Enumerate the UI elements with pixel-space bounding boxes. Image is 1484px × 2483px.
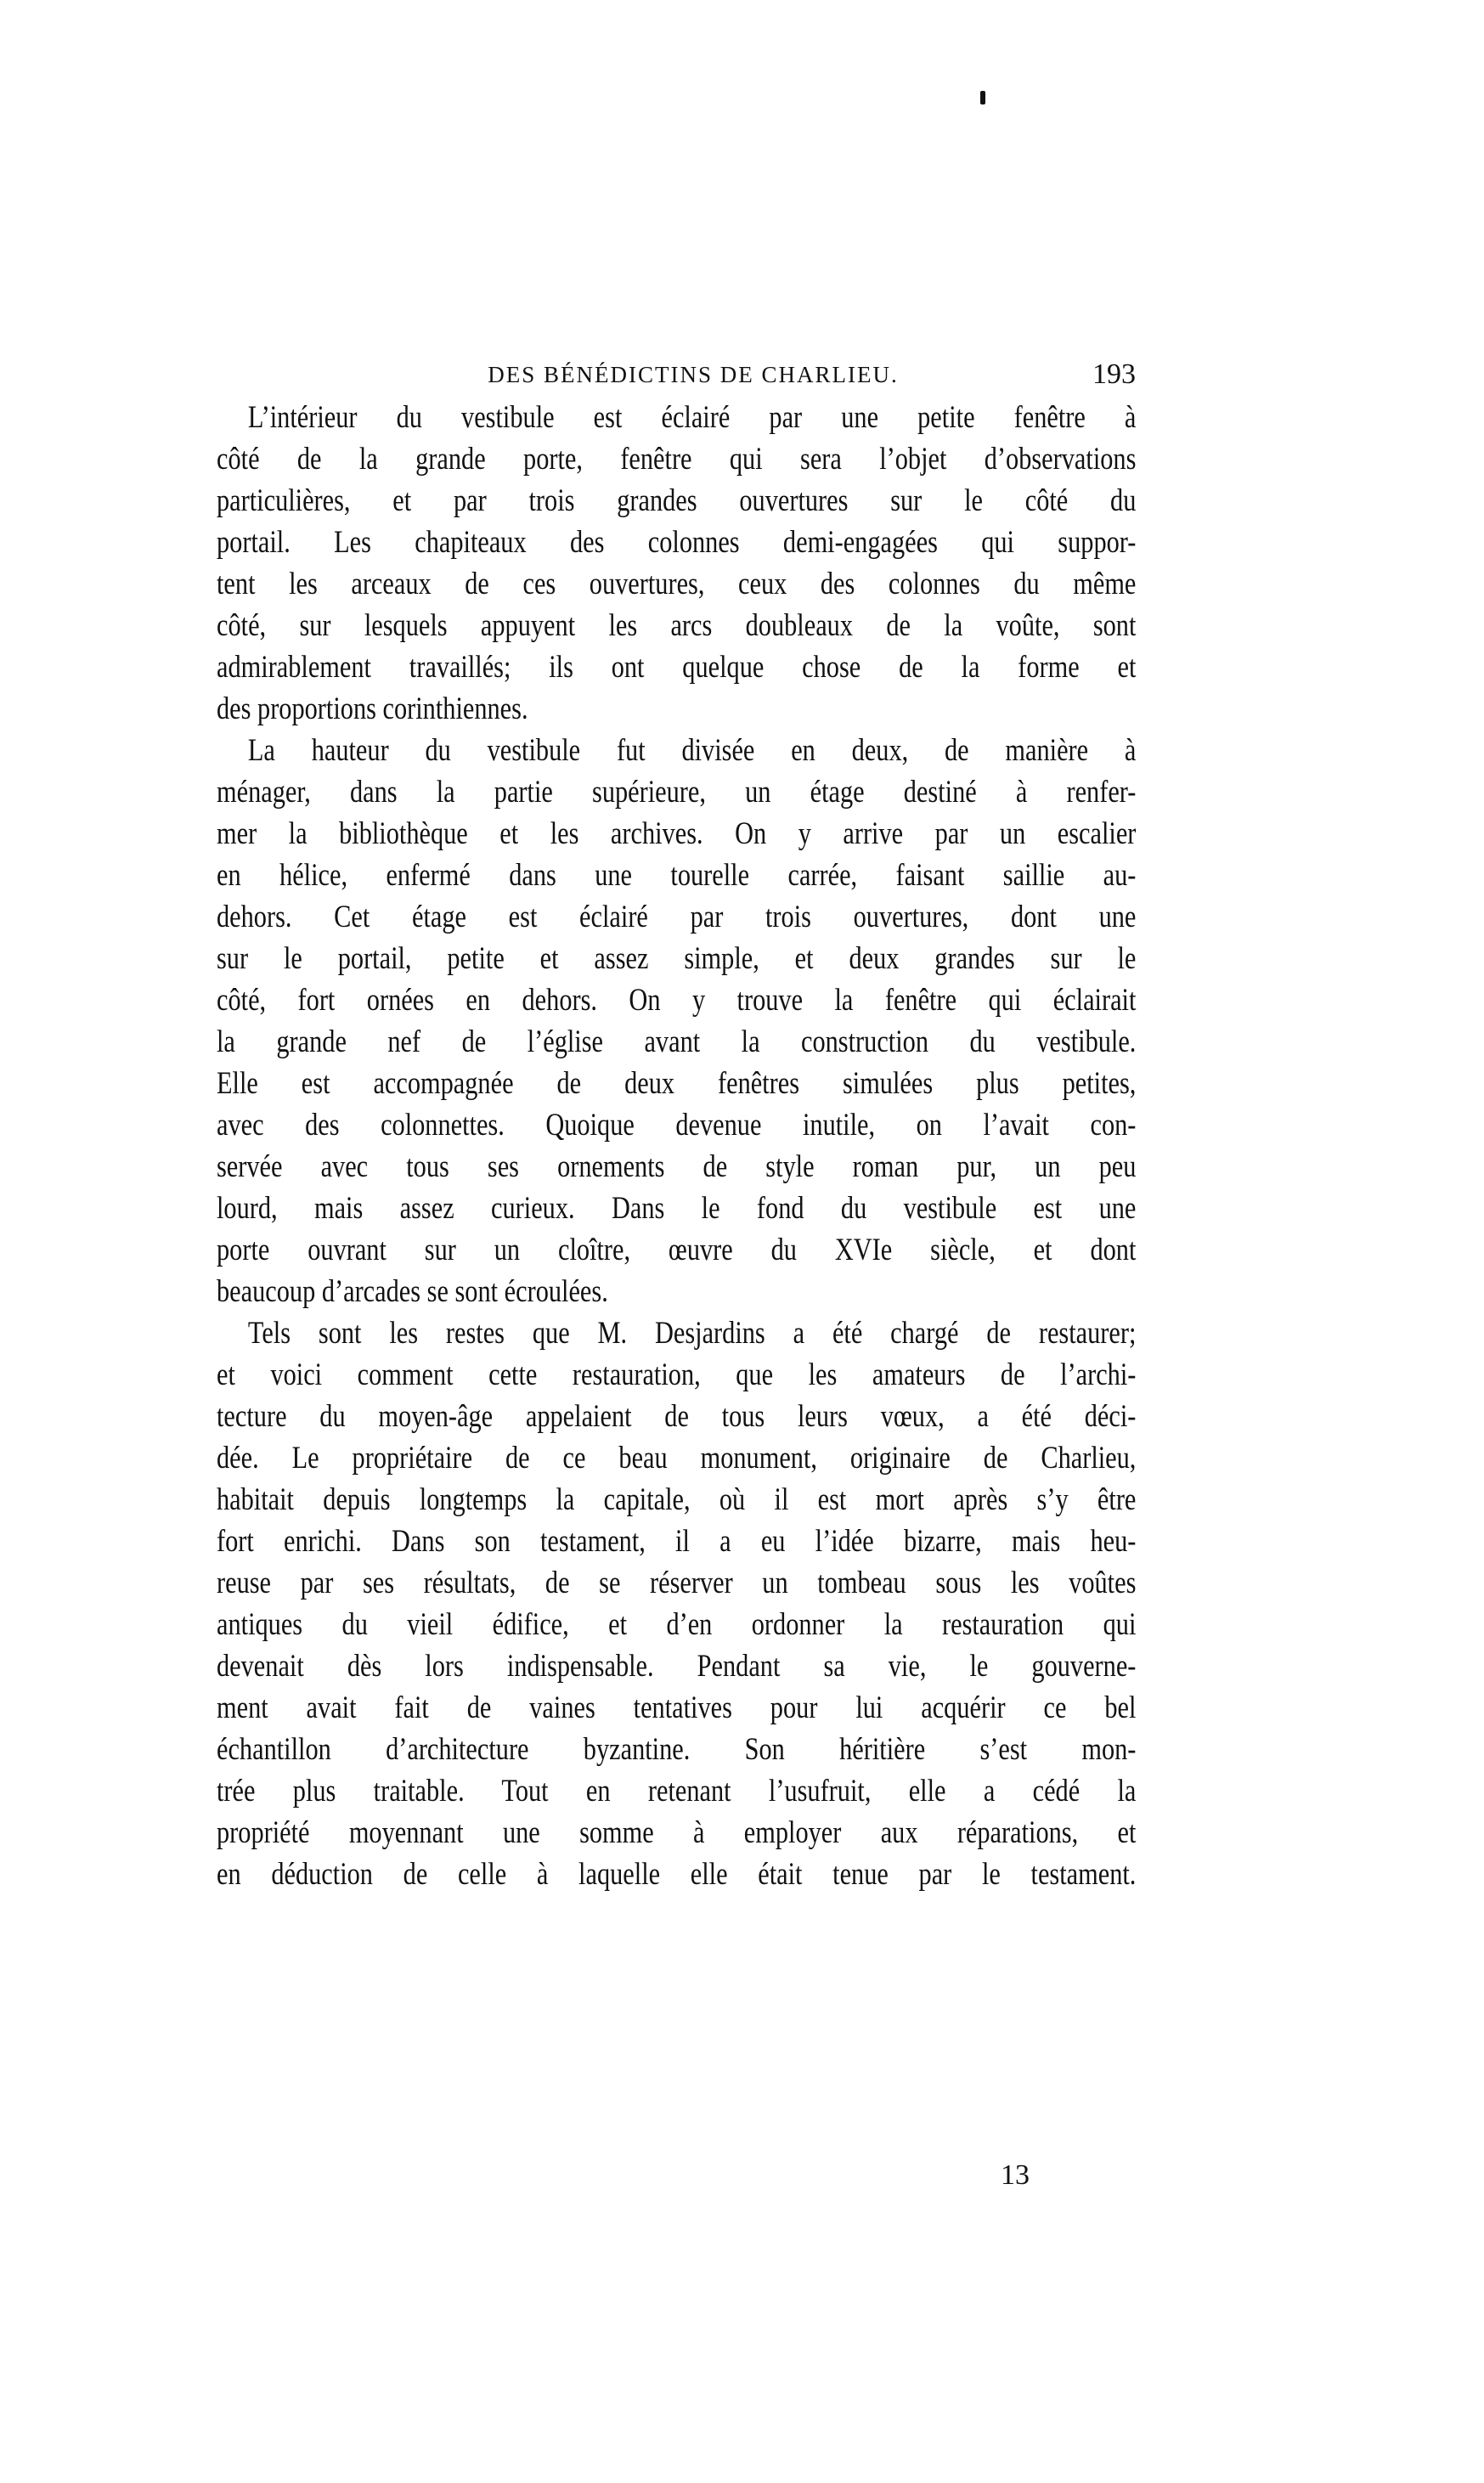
text-line: antiques du vieil édifice, et d’en ordonner la restauration qui <box>217 1607 1137 1642</box>
text-line: La hauteur du vestibule fut divisée en deux, de manière à <box>247 733 1137 768</box>
text-line: admirablement travaillés; ils ont quelque chose de la forme et <box>217 650 1137 685</box>
text-line: fort enrichi. Dans son testament, il a eu l’idée bizarre, mais heu- <box>217 1524 1137 1559</box>
text-line: devenait dès lors indispensable. Pendant sa vie, le gouverne- <box>217 1649 1137 1684</box>
text-line: côté, fort ornées en dehors. On y trouve la fenêtre qui éclairait <box>217 983 1137 1018</box>
text-line: habitait depuis longtemps la capitale, où il est mort après s’y être <box>217 1482 1137 1517</box>
text-line: en hélice, enfermé dans une tourelle carrée, faisant saillie au- <box>217 858 1137 893</box>
text-line: côté, sur lesquels appuyent les arcs doubleaux de la voûte, sont <box>217 608 1137 643</box>
text-line: reuse par ses résultats, de se réserver un tombeau sous les voûtes <box>217 1566 1137 1600</box>
text-line: sur le portail, petite et assez simple, et deux grandes sur le <box>217 941 1137 976</box>
text-line: L’intérieur du vestibule est éclairé par une petite fenêtre à <box>247 400 1137 435</box>
text-line: particulières, et par trois grandes ouvertures sur le côté du <box>217 483 1137 518</box>
text-line: porte ouvrant sur un cloître, œuvre du XVIe siècle, et dont <box>217 1233 1137 1267</box>
text-line: servée avec tous ses ornements de style roman pur, un peu <box>217 1149 1137 1184</box>
page-number: 193 <box>1092 358 1136 390</box>
text-line: ment avait fait de vaines tentatives pour lui acquérir ce bel <box>217 1690 1137 1725</box>
text-line: et voici comment cette restauration, que les amateurs de l’archi- <box>217 1357 1137 1392</box>
paragraph <box>217 1312 1136 1895</box>
text-line: échantillon d’architecture byzantine. Son héritière s’est mon- <box>217 1732 1137 1767</box>
text-line: mer la bibliothèque et les archives. On y arrive par un escalier <box>217 816 1137 851</box>
text-line: Elle est accompagnée de deux fenêtres simulées plus petites, <box>217 1066 1137 1101</box>
text-line: portail. Les chapiteaux des colonnes demi-engagées qui suppor- <box>217 525 1137 560</box>
paragraph <box>217 397 1136 730</box>
text-line: tecture du moyen-âge appelaient de tous leurs vœux, a été déci- <box>217 1399 1137 1434</box>
text-line: dée. Le propriétaire de ce beau monument, originaire de Charlieu, <box>217 1441 1137 1476</box>
running-title: DES BÉNÉDICTINS DE CHARLIEU. <box>488 362 899 387</box>
text-line: ménager, dans la partie supérieure, un étage destiné à renfer- <box>217 775 1137 810</box>
running-head <box>217 358 1136 396</box>
text-line: en déduction de celle à laquelle elle était tenue par le testament. <box>217 1857 1137 1892</box>
text-line: avec des colonnettes. Quoique devenue inutile, on l’avait con- <box>217 1108 1137 1143</box>
signature-mark: 13 <box>1001 2159 1030 2191</box>
paragraph <box>217 730 1136 1312</box>
body-text <box>217 397 1136 1895</box>
text-line: Tels sont les restes que M. Desjardins a été chargé de restaurer; <box>247 1316 1137 1351</box>
text-line: dehors. Cet étage est éclairé par trois ouvertures, dont une <box>217 900 1137 934</box>
text-line: tent les arceaux de ces ouvertures, ceux des colonnes du même <box>217 567 1137 601</box>
text-line: lourd, mais assez curieux. Dans le fond du vestibule est une <box>217 1191 1137 1226</box>
text-line: trée plus traitable. Tout en retenant l’usufruit, elle a cédé la <box>217 1774 1137 1809</box>
text-line: la grande nef de l’église avant la construction du vestibule. <box>217 1024 1137 1059</box>
text-line: propriété moyennant une somme à employer aux réparations, et <box>217 1815 1137 1850</box>
scan-artifact-mark <box>980 91 985 104</box>
text-line: des proportions corinthiennes. <box>217 691 528 726</box>
text-line: côté de la grande porte, fenêtre qui sera l’objet d’observations <box>217 442 1137 477</box>
text-line: beaucoup d’arcades se sont écroulées. <box>217 1274 608 1309</box>
